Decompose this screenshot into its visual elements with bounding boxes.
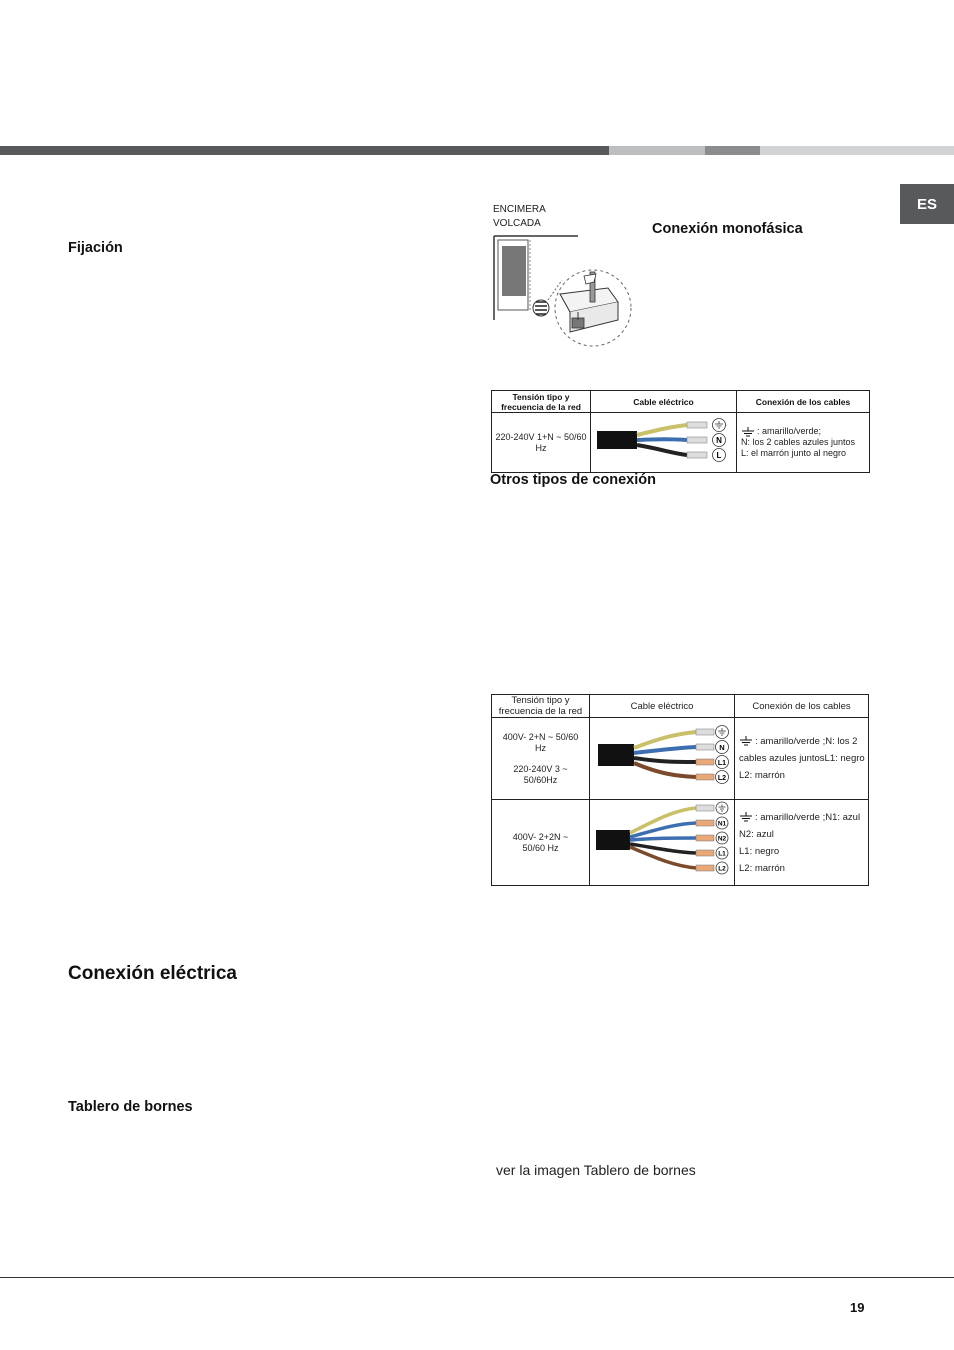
- table2-row1-terminal-n: N: [719, 743, 725, 752]
- table2-row2-cable-cell: [590, 800, 735, 886]
- table2-row2-terminal-l2: L2: [718, 865, 726, 873]
- table1-conexion-line3: L: el marrón junto al negro: [741, 448, 847, 458]
- header-bar-pale: [760, 146, 954, 155]
- table2-row2-terminal-n1: N1: [717, 820, 727, 828]
- ver-imagen-text: ver la imagen Tablero de bornes: [496, 1162, 696, 1178]
- ground-icon: [739, 812, 753, 822]
- cable-illustration-three-wire: [590, 718, 734, 794]
- fixing-illustration: [490, 232, 640, 350]
- other-connections-table: [491, 694, 869, 886]
- table2-row2-conexion-line3: L1: negro: [739, 845, 780, 857]
- table2-row1-terminal-l1: L1: [717, 760, 727, 767]
- table2-header-cable: Cable eléctrico: [590, 695, 735, 718]
- conexion-electrica-heading: Conexión eléctrica: [68, 963, 237, 984]
- table1-header-conexion: Conexión de los cables: [737, 391, 870, 413]
- table1-conexion-line2: N: los 2 cables azules juntos: [741, 437, 856, 447]
- ground-icon: [739, 736, 753, 746]
- table2-row1-cable-cell: [590, 718, 735, 800]
- table2-row2-tension: [492, 800, 590, 886]
- table2-row1-conexion-line2: cables azules juntosL1: negro: [739, 753, 865, 764]
- fijacion-heading: Fijación: [68, 240, 123, 256]
- table1-conexion: [737, 413, 870, 473]
- encimera-label-line2: VOLCADA: [493, 218, 541, 229]
- table1-header-cable: Cable eléctrico: [591, 391, 737, 413]
- table2-row2-conexion-line1: [739, 809, 868, 826]
- footer-rule: [0, 1277, 954, 1278]
- table2-row1-terminal-l2: L2: [717, 775, 727, 782]
- header-bar-light: [609, 146, 705, 155]
- table2-row1-tension-b: 220-240V 3 ~ 50/60Hz: [513, 763, 568, 785]
- table1-header-tension: Tensión tipo y frecuencia de la red: [492, 391, 591, 413]
- page-number: 19: [850, 1300, 865, 1315]
- table2-row1-tension: [492, 718, 590, 800]
- monofasica-heading: Conexión monofásica: [652, 221, 803, 237]
- table2-row2-conexion-line4: L2: marrón: [739, 862, 785, 874]
- header-bar-mid: [705, 146, 760, 155]
- ground-icon: [741, 427, 755, 437]
- table1-conexion-text1: : amarillo/verde;: [757, 426, 822, 436]
- language-tab: [900, 184, 954, 224]
- table2-row2-conexion-line2: N2: azul: [739, 828, 774, 840]
- table2-header-conexion: Conexión de los cables: [735, 695, 869, 718]
- table2-row1-conexion-line3: L2: marrón: [739, 770, 785, 781]
- header-bar-dark: [0, 146, 609, 155]
- table2-row1-conexion-line1: [739, 733, 868, 750]
- encimera-label-line1: ENCIMERA: [493, 204, 546, 215]
- tablero-heading: Tablero de bornes: [68, 1099, 193, 1115]
- table2-row2-conexion: [735, 800, 869, 886]
- table1-conexion-line1: [741, 426, 869, 437]
- table2-row2-conexion-text1: : amarillo/verde ;N1: azul: [755, 811, 861, 823]
- table1-tension: 220-240V 1+N ~ 50/60 Hz: [492, 413, 591, 473]
- table2-row1-tension-a: 400V- 2+N ~ 50/60 Hz: [502, 731, 579, 753]
- cable-illustration-single-phase: [591, 413, 736, 467]
- table2-row1-conexion-text1: : amarillo/verde ;N: los 2: [755, 736, 858, 747]
- table2-row2-tension-text: 400V- 2+2N ~ 50/60 Hz: [512, 831, 569, 853]
- table2-row1-conexion: [735, 718, 869, 800]
- table1-terminal-l: L: [716, 451, 722, 460]
- table2-header-tension: Tensión tipo y frecuencia de la red: [492, 695, 590, 718]
- table2-row2-terminal-n2: N2: [717, 835, 727, 843]
- encimera-label: [493, 203, 546, 231]
- table1-terminal-n: N: [716, 436, 722, 445]
- language-tab-label: ES: [916, 195, 937, 213]
- monofasica-table: [491, 390, 870, 473]
- table2-row2-terminal-l1: L1: [718, 850, 726, 858]
- table1-cable-cell: [591, 413, 737, 473]
- otros-heading: Otros tipos de conexión: [490, 472, 656, 488]
- cable-illustration-four-wire: [590, 800, 734, 880]
